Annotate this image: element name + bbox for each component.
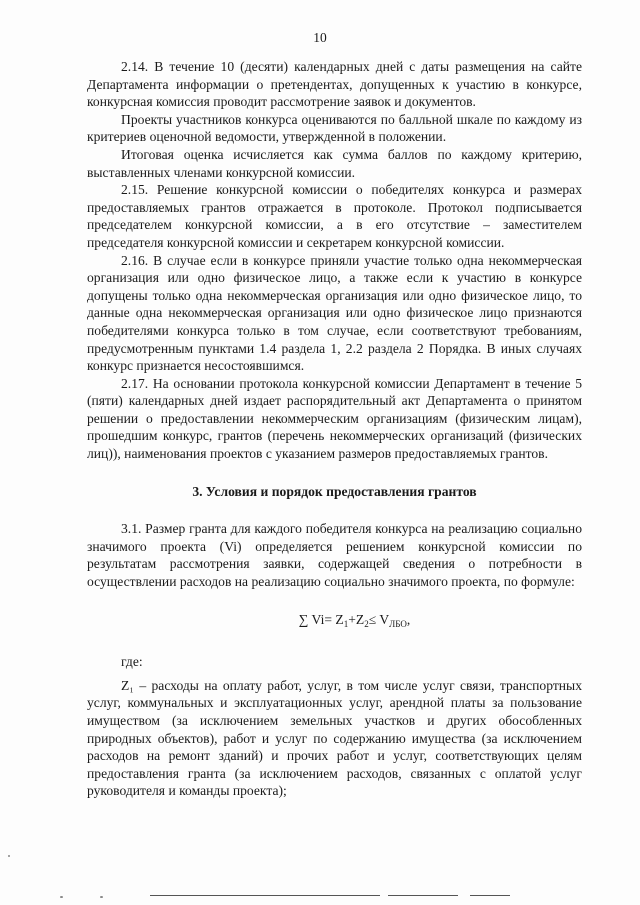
paragraph-final-score: Итоговая оценка исчисляется как сумма баллов по каждому критерию, выставленных членами конкурсной комиссии.	[87, 146, 582, 180]
scan-edge-line	[470, 895, 510, 896]
section-3-heading: 3. Условия и порядок предоставления грантов	[192, 483, 477, 499]
formula-plus: +Z	[348, 611, 365, 627]
paragraph-2-15: 2.15. Решение конкурсной комиссии о победителях конкурса и размерах предоставляемых грантов отражается в протоколе. Протокол подписывается председателем конкурсной комиссии, а в его отсутствие – заместителем председателя конкурсной комиссии и секретарем конкурсной комиссии.	[87, 182, 582, 250]
paragraph-projects-scoring: Проекты участников конкурса оцениваются по балльной шкале по каждому из критериев оценочной ведомости, утвержденной в положении.	[87, 111, 582, 145]
paragraph-where: где:	[121, 654, 143, 670]
document-body	[87, 58, 582, 800]
paragraph-3-1: 3.1. Размер гранта для каждого победителя конкурса на реализацию социально значимого проекта (Vi) определяется решением конкурсной комиссии по результатам рассмотрения заявки, содержащей сведения о потребности в осуществлении расходов на реализацию социально значимого проекта, по формуле:	[87, 521, 582, 590]
formula-suffix: ,	[406, 611, 411, 627]
paragraph-2-17: 2.17. На основании протокола конкурсной комиссии Департамент в течение 5 (пяти) календарных дней издает распорядительный акт Департамента о принятом решении о предоставлении некоммерческим организациям (физическим лицам), прошедшим конкурс, грантов (перечень некоммерческих организаций (физических лиц)), наименования проектов с указанием размеров предоставляемых грантов.	[87, 375, 582, 462]
paragraph-2-16: 2.16. В случае если в конкурсе приняли участие только одна некоммерческая организация или одно физическое лицо, а также если к участию в конкурсе допущены только одна некоммерческая организация или одно физическое лицо, то данные одна некоммерческая организация или одно физическое лицо признаются победителями конкурса только в том случае, если соответствуют требованиям, предусмотренным пунктами 1.4 раздела 1, 2.2 раздела 2 Порядка. В иных случаях конкурс признается несостоявшимся.	[87, 252, 582, 374]
formula-sub-lbo: ЛБО	[389, 618, 407, 629]
scan-edge-line	[388, 895, 458, 896]
formula-prefix: ∑ Vi= Z	[298, 611, 344, 627]
formula-sub-1: 1	[343, 618, 349, 629]
paragraph-z1-definition: Z₁ – расходы на оплату работ, услуг, в том числе услуг связи, транспортных услуг, коммунальных и эксплуатационных услуг, арендной платы за пользование имуществом (за исключением земельных участков и других обособленных природных объектов), работ и услуг по содержанию имущества (за исключением расходов на ремонт зданий) и прочих работ и услуг, соответствующих целям предоставления гранта (за исключением расходов, связанных с оплатой услуг руководителя и команды проекта);	[87, 677, 582, 799]
paragraph-2-14: 2.14. В течение 10 (десяти) календарных дней с даты размещения на сайте Департамента информации о претендентах, допущенных к участию в конкурсе, конкурсная комиссия проводит рассмотрение заявок и документов.	[87, 59, 582, 110]
formula-le: ≤ V	[368, 611, 390, 627]
scan-speck	[100, 896, 103, 898]
formula-sub-2: 2	[364, 618, 369, 629]
grant-formula	[127, 611, 582, 634]
page-number: 10	[313, 30, 327, 45]
scan-speck	[8, 855, 10, 857]
scan-speck	[60, 896, 63, 898]
scan-edge-line	[150, 895, 380, 896]
